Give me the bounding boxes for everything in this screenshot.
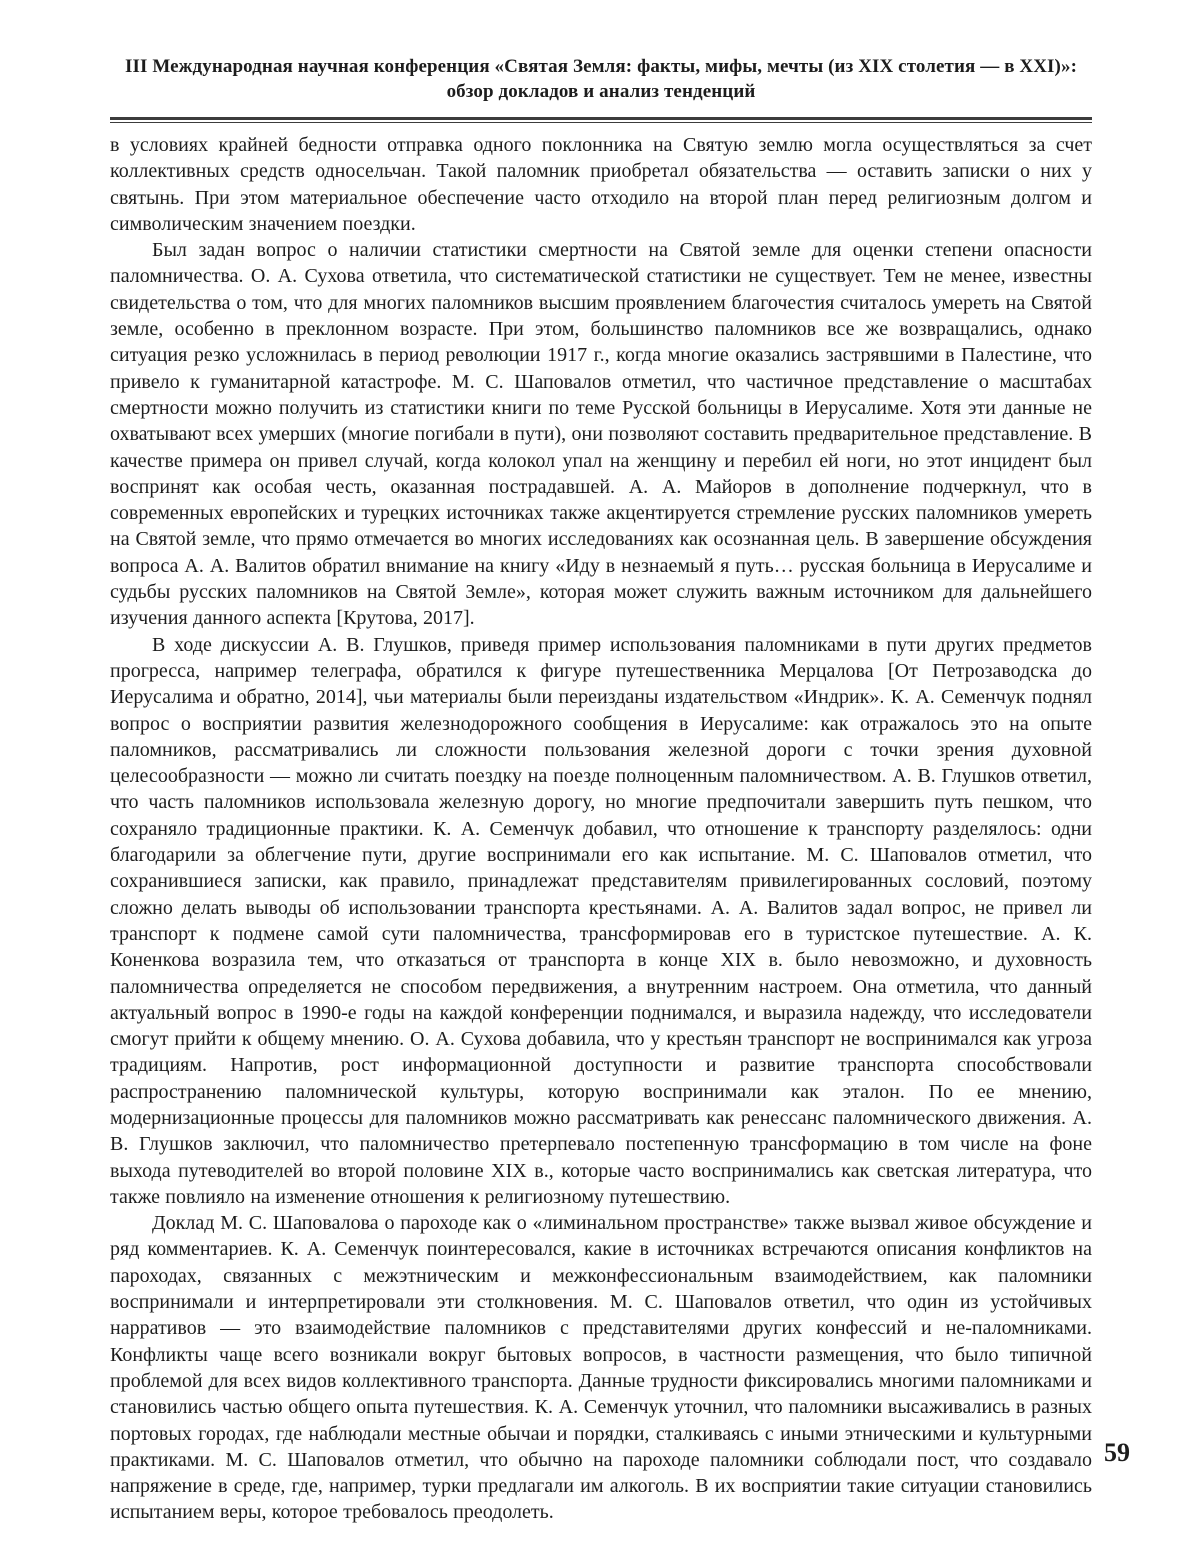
body-paragraph: в условиях крайней бедности отправка одного поклонника на Святую землю могла осуществляться за счет коллективных средств односельчан. Такой паломник приобретал обязательства — оставить записки о них у святынь. При этом материальное обеспечение часто отходило на второй план перед религиозным долгом и символическим значением поездки. bbox=[110, 134, 1092, 235]
running-header-line1: III Международная научная конференция «Святая Земля: факты, мифы, мечты (из XIX столетия — в XXI)»: bbox=[124, 56, 1077, 77]
body-paragraph: Доклад М. С. Шаповалова о пароходе как о «лиминальном пространстве» также вызвал живое обсуждение и ряд комментариев. К. А. Семенчук поинтересовался, какие в источниках встречаются описания конфликтов на пароходах, связанных с межэтническим и межконфессиональным взаимодействием, как паломники воспринимали и интерпретировали эти столкновения. М. С. Шаповалов ответил, что один из устойчивых нарративов — это взаимодействие паломников с представителями других конфессий и не-паломниками. Конфликты чаще всего возникали вокруг бытовых вопросов, в частности размещения, что было типичной проблемой для всех видов коллективного транспорта. Данные трудности фиксировались многими паломниками и становились частью общего опыта путешествия. К. А. Семенчук уточнил, что паломники высаживались в разных портовых городах, где наблюдали местные обычаи и порядки, сталкиваясь с иными этническими и культурными практиками. М. С. Шаповалов отметил, что обычно на пароходе паломники соблюдали пост, что создавало напряжение в среде, где, например, турки предлагали им алкоголь. В их восприятии такие ситуации становились испытанием веры, которое требовалось преодолеть. bbox=[110, 1212, 1092, 1524]
running-header-line2: обзор докладов и анализ тенденций bbox=[446, 81, 756, 102]
body-paragraph: В ходе дискуссии А. В. Глушков, приведя пример использования паломниками в пути других предметов прогресса, например телеграфа, обратился к фигуре путешественника Мерцалова [От Петрозаводска до Иерусалима и обратно, 2014], чьи материалы были переизданы издательством «Индрик». К. А. Семенчук поднял вопрос о восприятии развития железнодорожного сообщения в Иерусалиме: как отражалось это на опыте паломников, рассматривались ли сложности пользования железной дороги с точки зрения духовной целесообразности — можно ли считать поездку на поезде полноценным паломничеством. А. В. Глушков ответил, что часть паломников использовала железную дорогу, но многие предпочитали завершить путь пешком, что сохраняло традиционные практики. К. А. Семенчук добавил, что отношение к транспорту разделялось: одни благодарили за облегчение пути, другие воспринимали его как испытание. М. С. Шаповалов отметил, что сохранившиеся записки, как правило, принадлежат представителям привилегированных сословий, поэтому сложно делать выводы об использовании транспорта крестьянами. А. А. Валитов задал вопрос, не привел ли транспорт к подмене самой сути паломничества, трансформировав его в туристское путешествие. А. К. Коненкова возразила тем, что отказаться от транспорта в конце XIX в. было невозможно, и духовность паломничества определяется не способом передвижения, а внутренним настроем. Она отметила, что данный актуальный вопрос в 1990-е годы на каждой конференции поднимался, и выразила надежду, что исследователи смогут прийти к общему мнению. О. А. Сухова добавила, что у крестьян транспорт не воспринимался как угроза традициям. Напротив, рост информационной доступности и развитие транспорта способствовали распространению паломнической культуры, которую воспринимали как эталон. По ее мнению, модернизационные процессы для паломников можно рассматривать как ренессанс паломнического движения. А. В. Глушков заключил, что паломничество претерпевало постепенную трансформацию в том числе на фоне выхода путеводителей во второй половине XIX в., которые часто воспринимались как светская литература, что также повлияло на изменение отношения к религиозному путешествию. bbox=[110, 633, 1092, 1208]
page-content bbox=[110, 0, 1092, 1526]
header-rule-divider bbox=[110, 117, 1092, 123]
running-header bbox=[110, 54, 1092, 104]
page-number: 59 bbox=[1104, 1438, 1130, 1467]
body-paragraph: Был задан вопрос о наличии статистики смертности на Святой земле для оценки степени опасности паломничества. О. А. Сухова ответила, что систематической статистики не существует. Тем не менее, известны свидетельства о том, что для многих паломников высшим проявлением благочестия считалось умереть на Святой земле, особенно в преклонном возрасте. При этом, большинство паломников все же возвращались, однако ситуация резко усложнилась в период революции 1917 г., когда многие оказались застрявшими в Палестине, что привело к гуманитарной катастрофе. М. С. Шаповалов отметил, что частичное представление о масштабах смертности можно получить из статистики книги по теме Русской больницы в Иерусалиме. Хотя эти данные не охватывают всех умерших (многие погибали в пути), они позволяют составить предварительное представление. В качестве примера он привел случай, когда колокол упал на женщину и перебил ей ноги, но этот инцидент был воспринят как особая честь, оказанная пострадавшей. А. А. Майоров в дополнение подчеркнул, что в современных европейских и турецких источниках также акцентируется стремление русских паломников умереть на Святой земле, что прямо отмечается во многих исследованиях как осознанная цель. В завершение обсуждения вопроса А. А. Валитов обратил внимание на книгу «Иду в незнаемый я путь… русская больница в Иерусалиме и судьбы русских паломников на Святой Земле», которая может служить важным источником для дальнейшего изучения данного аспекта [Крутова, 2017]. bbox=[110, 239, 1092, 630]
article-body bbox=[110, 132, 1092, 1526]
